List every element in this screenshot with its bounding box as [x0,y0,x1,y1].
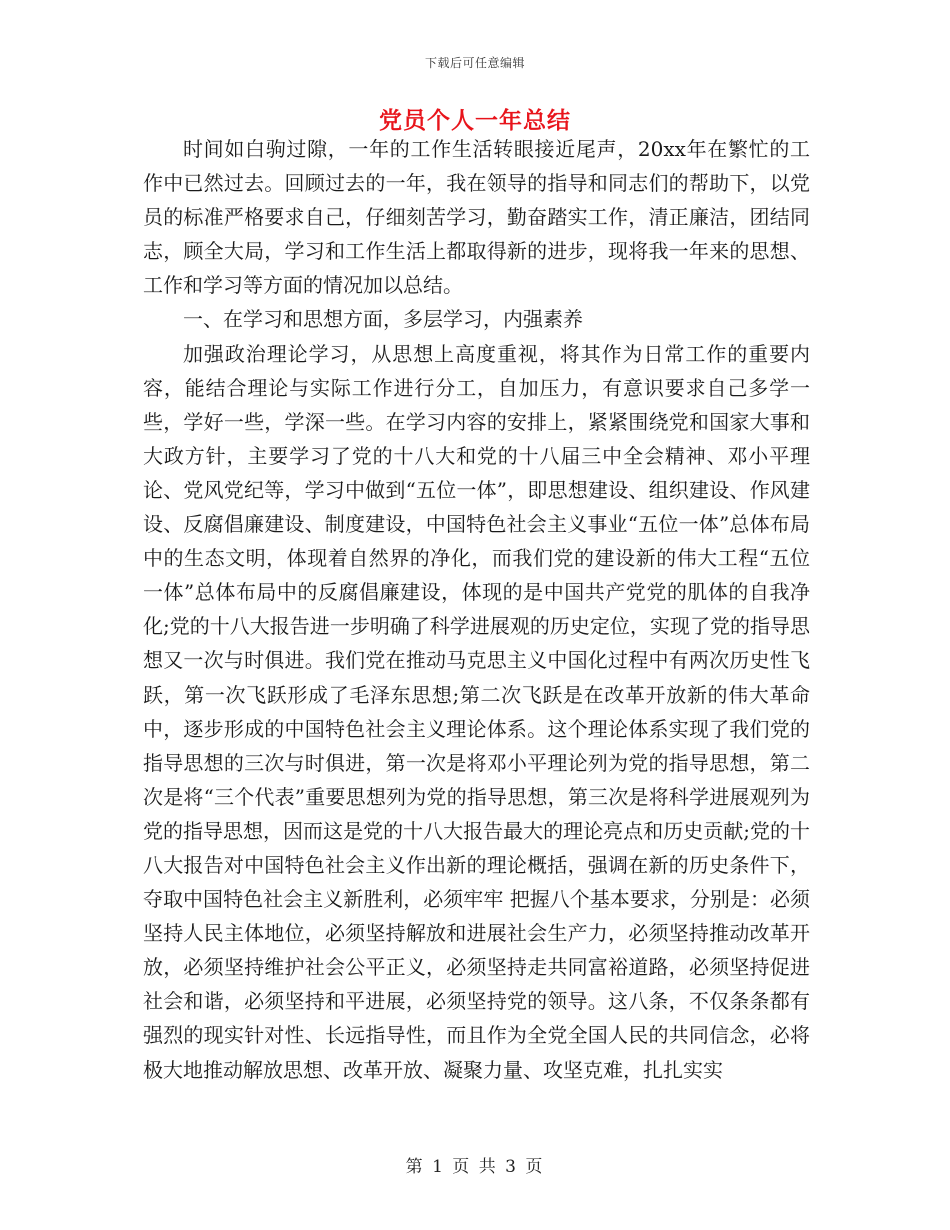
document-title: 党员个人一年总结 [379,107,571,134]
document-body [143,132,810,1087]
paragraph-intro: 时间如白驹过隙，一年的工作生活转眼接近尾声，20xx年在繁忙的工作中已然过去。回顾过去的一年，我在领导的指导和同志们的帮助下，以党员的标准严格要求自己，仔细刻苦学习，勤奋踏实工作，清正廉洁，团结同志，顾全大局，学习和工作生活上都取得新的进步，现将我一年来的思想、工作和学习等方面的情况加以总结。 [143,137,810,298]
paragraph-study: 加强政治理论学习，从思想上高度重视，将其作为日常工作的重要内容，能结合理论与实际工作进行分工，自加压力，有意识要求自己多学一些，学好一些，学深一些。在学习内容的安排上，紧紧围绕党和国家大事和大政方针，主要学习了党的十八大和党的十八届三中全会精神、邓小平理论、党风党纪等，学习中做到“五位一体”，即思想建设、组织建设、作风建设、反腐倡廉建设、制度建设，中国特色社会主义事业“五位一体”总体布局中的生态文明，体现着自然界的净化，而我们党的建设新的伟大工程“五位一体”总体布局中的反腐倡廉建设，体现的是中国共产党党的肌体的自我净化;党的十八大报告进一步明确了科学进展观的历史定位，实现了党的指导思想又一次与时俱进。我们党在推动马克思主义中国化过程中有两次历史性飞跃，第一次飞跃形成了毛泽东思想;第二次飞跃是在改革开放新的伟大革命中，逐步形成的中国特色社会主义理论体系。这个理论体系实现了我们党的指导思想的三次与时俱进，第一次是将邓小平理论列为党的指导思想，第二次是将“三个代表”重要思想列为党的指导思想，第三次是将科学进展观列为党的指导思想，因而这是党的十八大报告最大的理论亮点和历史贡献;党的十八大报告对中国特色社会主义作出新的理论概括，强调在新的历史条件下，夺取中国特色社会主义新胜利，必须牢牢 把握八个基本要求，分别是：必须坚持人民主体地位，必须坚持解放和进展社会生产力，必须坚持推动改革开放，必须坚持维护社会公平正义，必须坚持走共同富裕道路，必须坚持促进社会和谐，必须坚持和平进展，必须坚持党的领导。这八条，不仅条条都有强烈的现实针对性、长远指导性，而且作为全党全国人民的共同信念，必将极大地推动解放思想、改革开放、凝聚力量、攻坚克难，扎扎实实 [143,341,810,1082]
header-note: 下载后可任意编辑 [424,56,525,70]
page-number: 第 1 页 共 3 页 [405,1157,545,1177]
section-heading: 一、在学习和思想方面，多层学习，内强素养 [183,307,583,332]
